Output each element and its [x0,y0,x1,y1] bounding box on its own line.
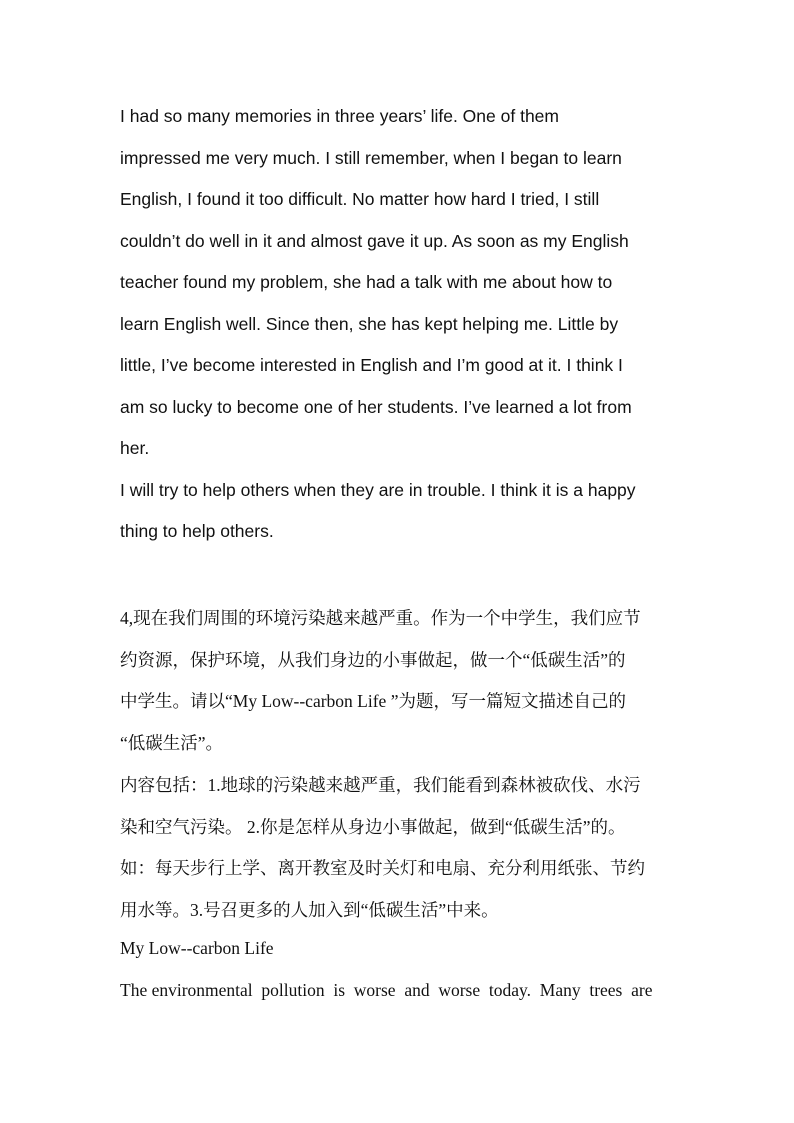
essay-3-line: impressed me very much. I still remember, when I began to learn [120,148,622,168]
task-4-prompt-line: 中学生。请以“My Low--carbon Life ”为题，写一篇短文描述自己的 [120,691,626,711]
essay-3-line: am so lucky to become one of her students. I’ve learned a lot from [120,397,632,417]
essay-3-line: English, I found it too difficult. No matter how hard I tried, I still [120,189,600,209]
essay-3-line: her. [120,438,150,458]
task-4-prompt-line: “低碳生活”。 [120,733,224,753]
essay-3-line: teacher found my problem, she had a talk with me about how to [120,272,613,292]
essay-3-line: little, I’ve become interested in English and I’m good at it. I think I [120,355,623,375]
essay-3-line: learn English well. Since then, she has kept helping me. Little by [120,314,619,334]
essay-3-line: couldn’t do well in it and almost gave it up. As soon as my English [120,231,629,251]
essay-4-title: My Low--carbon Life [120,938,274,958]
essay-4-line: The environmental pollution is worse and worse today. Many trees are [120,980,653,1000]
task-4-content-line: 用水等。3.号召更多的人加入到“低碳生活”中来。 [120,900,499,920]
task-4-prompt-line: 约资源，保护环境，从我们身边的小事做起，做一个“低碳生活”的 [120,650,626,670]
task-4-content-line: 染和空气污染。 2.你是怎样从身边小事做起，做到“低碳生活”的。 [120,817,626,837]
essay-3-line: thing to help others. [120,521,274,541]
essay-3-line: I had so many memories in three years’ life. One of them [120,106,559,126]
essay-3-line: I will try to help others when they are in trouble. I think it is a happy [120,480,636,500]
task-4-content-line: 内容包括：1.地球的污染越来越严重，我们能看到森林被砍伐、水污 [120,775,641,795]
task-4-prompt-line: 4,现在我们周围的环境污染越来越严重。作为一个中学生，我们应节 [120,608,641,628]
task-4-content-line: 如：每天步行上学、离开教室及时关灯和电扇、充分利用纸张、节约 [120,858,645,878]
